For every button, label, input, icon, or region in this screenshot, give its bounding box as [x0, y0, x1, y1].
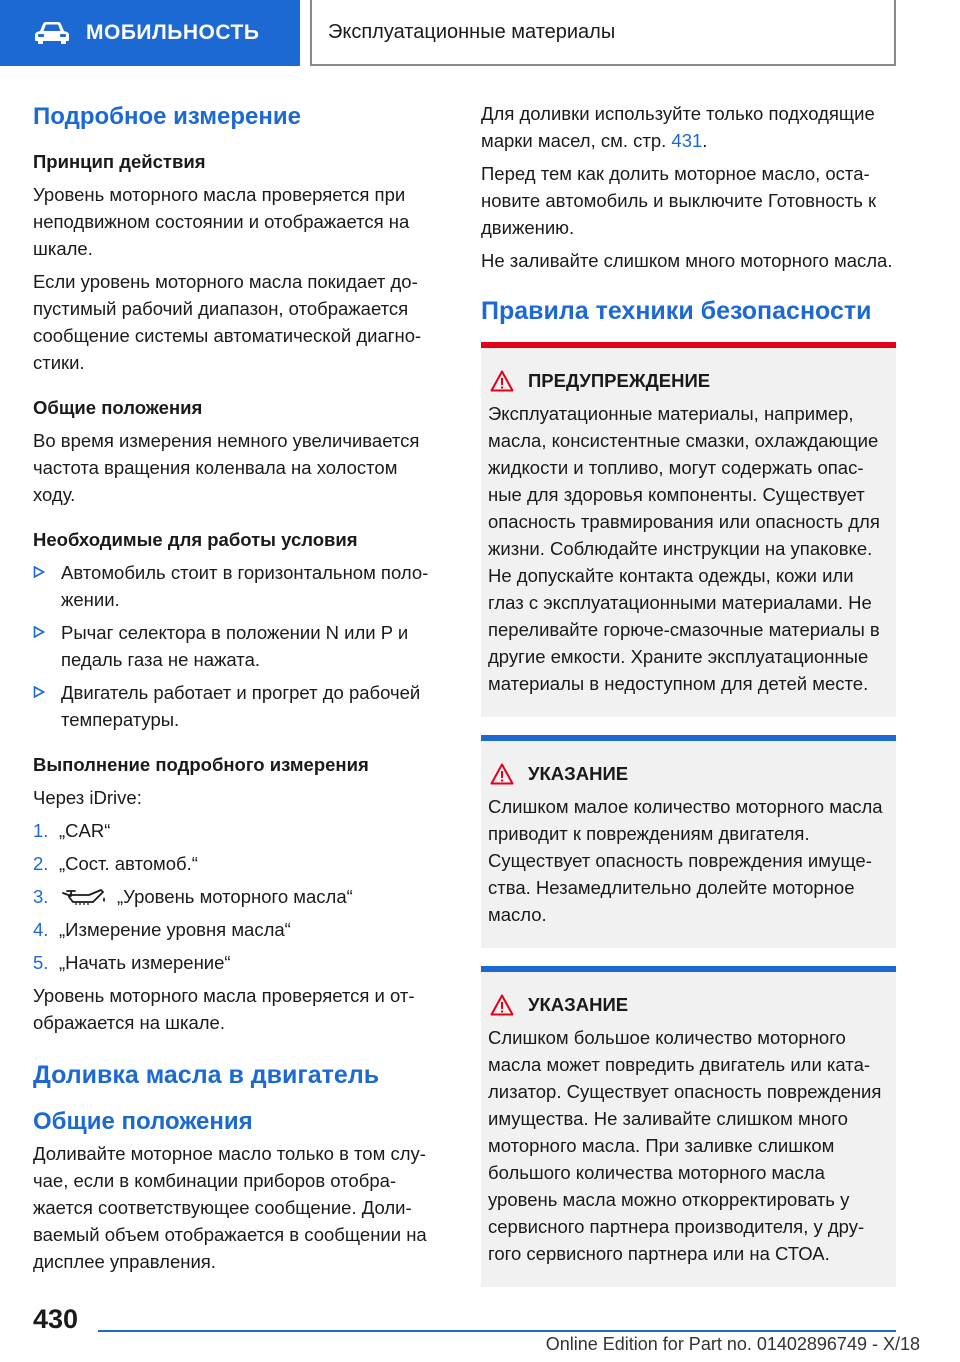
triangle-bullet-icon: [33, 626, 45, 638]
paragraph-principle-1: Уровень моторного масла проверяется при неподвижном состоянии и отображается на шкале.: [33, 184, 410, 259]
section-tab[interactable]: [0, 0, 300, 66]
list-item: Двигатель работает и прогрет до рабочей температуры.: [33, 679, 443, 733]
heading-safety: Правила техники безопасности: [481, 297, 872, 325]
triangle-bullet-icon: [33, 566, 45, 578]
conditions-list: [33, 559, 443, 733]
heading-principle: Принцип действия: [33, 151, 206, 172]
step-item[interactable]: 1. „CAR“: [33, 820, 111, 841]
right-column: [481, 100, 896, 1305]
warning-box: [481, 342, 896, 717]
warning-triangle-icon: [490, 370, 514, 392]
paragraph-principle-2: Если уровень моторного масла покидает допустимый рабочий диапазон, отображается сообщение системы автоматической диагностики.: [33, 271, 422, 373]
paragraph-topup: Доливайте моторное масло только в том случае, если в комбинации приборов отображается соответствующее сообщение. Доливаемый объем отображается в сообщении на дисплее управления.: [33, 1143, 427, 1272]
paragraph-via-idrive: Через iDrive:: [33, 787, 142, 808]
step-item[interactable]: 3. „Уровень моторного масла“: [33, 886, 353, 907]
heading-conditions: Необходимые для работы условия: [33, 529, 358, 550]
car-icon: [34, 21, 70, 45]
page-number: 430: [33, 1304, 79, 1334]
heading-general: Общие положения: [33, 397, 203, 418]
heading-detailed-measurement: Подробное измерение: [33, 103, 301, 130]
heading-execution: Выполнение подробного измерения: [33, 754, 369, 775]
warning-triangle-icon: [490, 763, 514, 785]
edition-text: Online Edition for Part no. 01402896749 - X/18: [545, 1334, 920, 1354]
heading-general-2: Общие положения: [33, 1108, 253, 1135]
note-box: [481, 735, 896, 948]
oil-can-icon: [61, 887, 107, 907]
steps-list: [33, 817, 443, 976]
paragraph-stop-vehicle: Перед тем как долить моторное масло, остановите автомобиль и выключите Готовность к движению.: [481, 163, 877, 238]
left-column: [33, 100, 443, 1281]
warning-triangle-icon: [490, 994, 514, 1016]
note-title: УКАЗАНИЕ: [528, 994, 629, 1015]
paragraph-oil-brands: Для доливки используйте только подходящие марки масел, см. стр. 431.: [481, 103, 875, 151]
page-header: [0, 0, 960, 66]
note-title: УКАЗАНИЕ: [528, 763, 629, 784]
page-link[interactable]: 431: [671, 130, 703, 151]
note-box: [481, 966, 896, 1287]
paragraph-result: Уровень моторного масла проверяется и отображается на шкале.: [33, 985, 415, 1033]
step-item[interactable]: 4. „Измерение уровня масла“: [33, 919, 291, 940]
warning-title: ПРЕДУПРЕЖДЕНИЕ: [528, 370, 711, 391]
list-item: Автомобиль стоит в горизонтальном положении.: [33, 559, 443, 613]
warning-text: Эксплуатационные материалы, например, масла, консистентные смазки, охлаждающие жидкости и топливо, могут содержать опасные для здоровья компоненты. Существует опасность травмирования или опасность для жизни. Соблюдайте инструкции на упаковке. Не допускайте контакта одежды, кожи или глаз с эксплуатационными материалами. Не переливайте горюче-смазочные материалы в другие емкости. Храните эксплуатационные материалы в недоступном для детей месте.: [488, 403, 880, 694]
heading-oil-topup: Доливка масла в двигатель: [33, 1061, 380, 1089]
chapter-title: Эксплуатационные материалы: [310, 0, 896, 66]
note-text: Слишком большое количество моторного масла может повредить двигатель или катализатор. Существует опасность повреждения имущества. Не заливайте слишком много моторного масла. При заливке слишком большого количества моторного масла уровень масла можно откорректировать у сервисного партнера производителя, у другого сервисного партнера или на СТОА.: [488, 1027, 882, 1264]
step-item[interactable]: 5. „Начать измерение“: [33, 952, 231, 973]
paragraph-general: Во время измерения немного увеличивается частота вращения коленвала на холостом ходу.: [33, 430, 420, 505]
triangle-bullet-icon: [33, 686, 45, 698]
paragraph-overfill: Не заливайте слишком много моторного масла.: [481, 250, 893, 271]
footer-divider: [98, 1330, 896, 1332]
list-item: Рычаг селектора в положении N или P и педаль газа не нажата.: [33, 619, 443, 673]
step-item[interactable]: 2. „Сост. автомоб.“: [33, 853, 198, 874]
page-footer: [0, 1290, 960, 1362]
note-text: Слишком малое количество моторного масла приводит к повреждениям двигателя. Существует опасность повреждения имущества. Незамедлительно долейте моторное масло.: [488, 796, 883, 925]
section-label: МОБИЛЬНОСТЬ: [86, 21, 260, 44]
